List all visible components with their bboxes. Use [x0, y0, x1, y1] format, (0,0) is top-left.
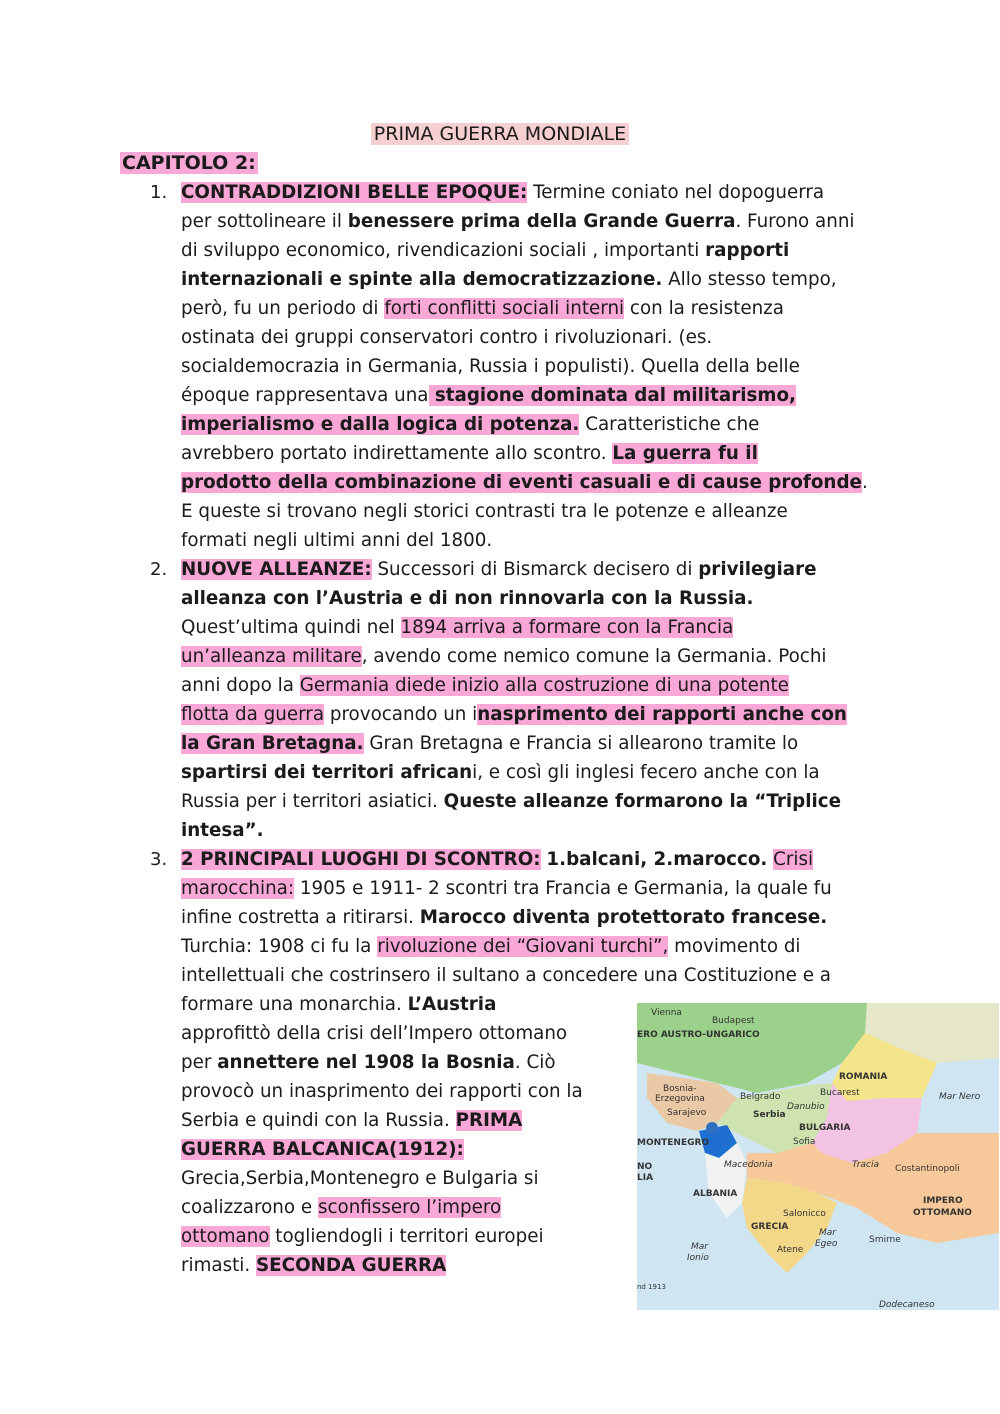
text-line	[181, 497, 881, 526]
map-label-costantinopoli: Costantinopoli	[895, 1164, 960, 1174]
text-line	[181, 178, 881, 207]
map-label-belgrado: Belgrado	[740, 1092, 781, 1102]
map-label-grecia: GRECIA	[751, 1222, 789, 1232]
map-label-mar: Mar	[819, 1228, 836, 1238]
highlighted-text: imperialismo e dalla logica di potenza.	[181, 414, 580, 435]
text-segment: provocò un inasprimento dei rapporti con la	[181, 1081, 583, 1102]
text-segment: provocando un i	[324, 704, 478, 725]
highlighted-text: sconfissero l’impero	[317, 1197, 502, 1218]
text-line	[181, 526, 881, 555]
text-segment: spartirsi dei territori african	[181, 762, 473, 783]
map-label-mar-ionio-2: Ionio	[687, 1253, 709, 1263]
text-segment: époque rappresentava una	[181, 385, 429, 406]
text-segment: Gran Bretagna e Francia si allearono tramite lo	[363, 733, 799, 754]
map-lake	[706, 1122, 718, 1134]
text-segment: per sottolineare il	[181, 211, 348, 232]
text-line	[181, 758, 881, 787]
map-label-lia: LIA	[637, 1173, 654, 1183]
text-line	[181, 874, 881, 903]
map-label-dodecaneso: Dodecaneso	[879, 1300, 935, 1310]
map-label-macedonia: Macedonia	[724, 1160, 773, 1170]
list-number-2: 2.	[150, 559, 168, 580]
text-segment: Russia per i territori asiatici.	[181, 791, 444, 812]
chapter-heading: CAPITOLO 2:	[122, 152, 256, 174]
map-label-no: NO	[637, 1162, 653, 1172]
text-line	[181, 584, 881, 613]
map-label-albania: ALBANIA	[693, 1189, 738, 1199]
highlighted-text: NUOVE ALLEANZE:	[181, 559, 372, 580]
list-number-3: 3.	[150, 849, 168, 870]
text-segment: privilegiare	[698, 559, 817, 580]
map-label-danubio: Danubio	[787, 1102, 825, 1112]
map-label-impero-1: IMPERO	[923, 1196, 963, 1206]
text-line	[181, 816, 881, 845]
text-line	[181, 410, 881, 439]
highlighted-text: 1894 arriva a formare con la Francia	[400, 617, 734, 638]
text-line	[181, 845, 881, 874]
text-line	[181, 236, 881, 265]
text-segment: coalizzarono e	[181, 1197, 318, 1218]
text-segment: . Ciò	[514, 1052, 556, 1073]
text-line	[181, 903, 881, 932]
map-label-mar-ionio-1: Mar	[691, 1242, 708, 1252]
map-label-serbia: Serbia	[753, 1110, 786, 1120]
text-line	[181, 323, 881, 352]
highlighted-text: SECONDA GUERRA	[256, 1255, 447, 1276]
map-label-tracia: Tracia	[852, 1160, 879, 1170]
map-label-salonicco: Salonicco	[783, 1209, 826, 1219]
highlighted-text: GUERRA BALCANICA(1912):	[181, 1139, 464, 1160]
text-segment: Allo stesso tempo,	[662, 269, 837, 290]
text-segment: infine costretta a ritirarsi.	[181, 907, 420, 928]
map-label-year: nd 1913	[637, 1283, 666, 1291]
text-segment: intesa”.	[181, 820, 264, 841]
text-line	[181, 700, 881, 729]
balkans-map	[637, 1003, 999, 1310]
list-number-1: 1.	[150, 182, 168, 203]
map-label-budapest: Budapest	[712, 1016, 755, 1026]
map-label-vienna: Vienna	[651, 1008, 682, 1018]
map-label-bulgaria: BULGARIA	[799, 1123, 851, 1133]
highlighted-text: prodotto della combinazione di eventi casuali e di cause profonde	[181, 472, 862, 493]
text-segment: togliendogli i territori europei	[269, 1226, 544, 1247]
map-label-impero-2: OTTOMANO	[913, 1208, 972, 1218]
text-line	[181, 555, 881, 584]
map-label-montenegro: MONTENEGRO	[637, 1138, 710, 1148]
highlighted-text: La guerra fu il	[612, 443, 758, 464]
text-line	[181, 294, 881, 323]
highlighted-text: nasprimento dei rapporti anche con	[477, 704, 847, 725]
text-segment: avrebbero portato indirettamente allo scontro.	[181, 443, 613, 464]
text-line	[181, 729, 881, 758]
map-label-egeo: Egeo	[815, 1239, 838, 1249]
map-label-atene: Atene	[777, 1245, 804, 1255]
text-segment: annettere nel 1908 la Bosnia	[217, 1052, 515, 1073]
text-segment: Caratteristiche che	[579, 414, 760, 435]
text-segment: internazionali e spinte alla democratizzazione.	[181, 269, 663, 290]
text-segment: formare una monarchia.	[181, 994, 408, 1015]
text-segment: socialdemocrazia in Germania, Russia i populisti). Quella della belle	[181, 356, 800, 377]
text-segment: Termine coniato nel dopoguerra	[527, 182, 825, 203]
text-segment: 1.balcani, 2.marocco.	[546, 849, 768, 870]
text-line	[181, 352, 881, 381]
map-label-marnero: Mar Nero	[939, 1092, 981, 1102]
highlighted-text: marocchina:	[181, 878, 295, 899]
map-label-smirne: Smirne	[869, 1235, 901, 1245]
text-segment: i, e così gli inglesi fecero anche con la	[472, 762, 820, 783]
map-label-bosnia-2: Erzegovina	[655, 1094, 705, 1104]
text-segment: Grecia,Serbia,Montenegro e Bulgaria si	[181, 1168, 539, 1189]
text-line	[181, 613, 881, 642]
text-line	[181, 381, 881, 410]
highlighted-text: Crisi	[773, 849, 814, 870]
list-item-contraddizioni	[181, 178, 881, 555]
map-label-bosnia-1: Bosnia-	[663, 1084, 697, 1094]
text-segment: rapporti	[705, 240, 790, 261]
text-segment: Quest’ultima quindi nel	[181, 617, 401, 638]
highlighted-text: CONTRADDIZIONI BELLE EPOQUE:	[181, 182, 528, 203]
text-line	[181, 642, 881, 671]
text-segment: benessere prima della Grande Guerra	[347, 211, 736, 232]
text-line	[181, 207, 881, 236]
highlighted-text: Germania diede inizio alla costruzione di una potente	[299, 675, 789, 696]
text-line	[181, 439, 881, 468]
text-segment: per	[181, 1052, 218, 1073]
highlighted-text: rivoluzione dei “Giovani turchi”,	[377, 936, 669, 957]
highlighted-text: 2 PRINCIPALI LUOGHI DI SCONTRO:	[181, 849, 541, 870]
text-segment: Queste alleanze formarono la “Triplice	[443, 791, 842, 812]
text-segment: alleanza con l’Austria e di non rinnovarla con la Russia.	[181, 588, 754, 609]
highlighted-text: forti conflitti sociali interni	[384, 298, 625, 319]
text-segment: Successori di Bismarck decisero di	[371, 559, 699, 580]
map-label-romania: ROMANIA	[839, 1072, 888, 1082]
text-segment: L’Austria	[407, 994, 497, 1015]
map-label-austro: ERO AUSTRO-UNGARICO	[637, 1030, 760, 1040]
text-segment: 1905 e 1911- 2 scontri tra Francia e Germania, la quale fu	[294, 878, 832, 899]
text-line	[181, 671, 881, 700]
text-segment: .	[861, 472, 868, 493]
text-line	[181, 961, 881, 990]
text-segment: . Furono anni	[735, 211, 855, 232]
page-title: PRIMA GUERRA MONDIALE	[0, 121, 1000, 147]
text-segment: di sviluppo economico, rivendicazioni sociali , importanti	[181, 240, 706, 261]
text-segment: anni dopo la	[181, 675, 300, 696]
text-segment: con la resistenza	[624, 298, 784, 319]
text-segment: E queste si trovano negli storici contrasti tra le potenze e alleanze	[181, 501, 788, 522]
highlighted-text: la Gran Bretagna.	[181, 733, 364, 754]
text-segment: però, fu un periodo di	[181, 298, 385, 319]
map-label-bucarest: Bucarest	[820, 1088, 860, 1098]
highlighted-text: stagione dominata dal militarismo,	[428, 385, 796, 406]
text-line	[181, 468, 881, 497]
text-line	[181, 932, 881, 961]
highlighted-text: PRIMA	[455, 1110, 523, 1131]
text-segment: approfittò della crisi dell’Impero ottomano	[181, 1023, 568, 1044]
text-segment: ostinata dei gruppi conservatori contro i rivoluzionari. (es.	[181, 327, 713, 348]
text-segment: Turchia: 1908 ci fu la	[181, 936, 378, 957]
highlighted-text: un’alleanza militare	[181, 646, 362, 667]
list-item-nuove-alleanze	[181, 555, 881, 845]
text-segment: , avendo come nemico comune la Germania. Pochi	[361, 646, 827, 667]
text-segment: intellettuali che costrinsero il sultano a concedere una Costituzione e a	[181, 965, 831, 986]
balkans-map-svg	[637, 1003, 999, 1310]
text-line	[181, 787, 881, 816]
text-segment: movimento di	[668, 936, 801, 957]
map-label-sarajevo: Sarajevo	[667, 1108, 707, 1118]
text-segment: rimasti.	[181, 1255, 256, 1276]
highlighted-text: ottomano	[181, 1226, 270, 1247]
map-label-sofia: Sofia	[793, 1137, 816, 1147]
highlighted-text: flotta da guerra	[181, 704, 325, 725]
text-segment: Marocco diventa protettorato francese.	[419, 907, 828, 928]
text-line	[181, 265, 881, 294]
text-segment: Serbia e quindi con la Russia.	[181, 1110, 456, 1131]
text-segment: formati negli ultimi anni del 1800.	[181, 530, 493, 551]
